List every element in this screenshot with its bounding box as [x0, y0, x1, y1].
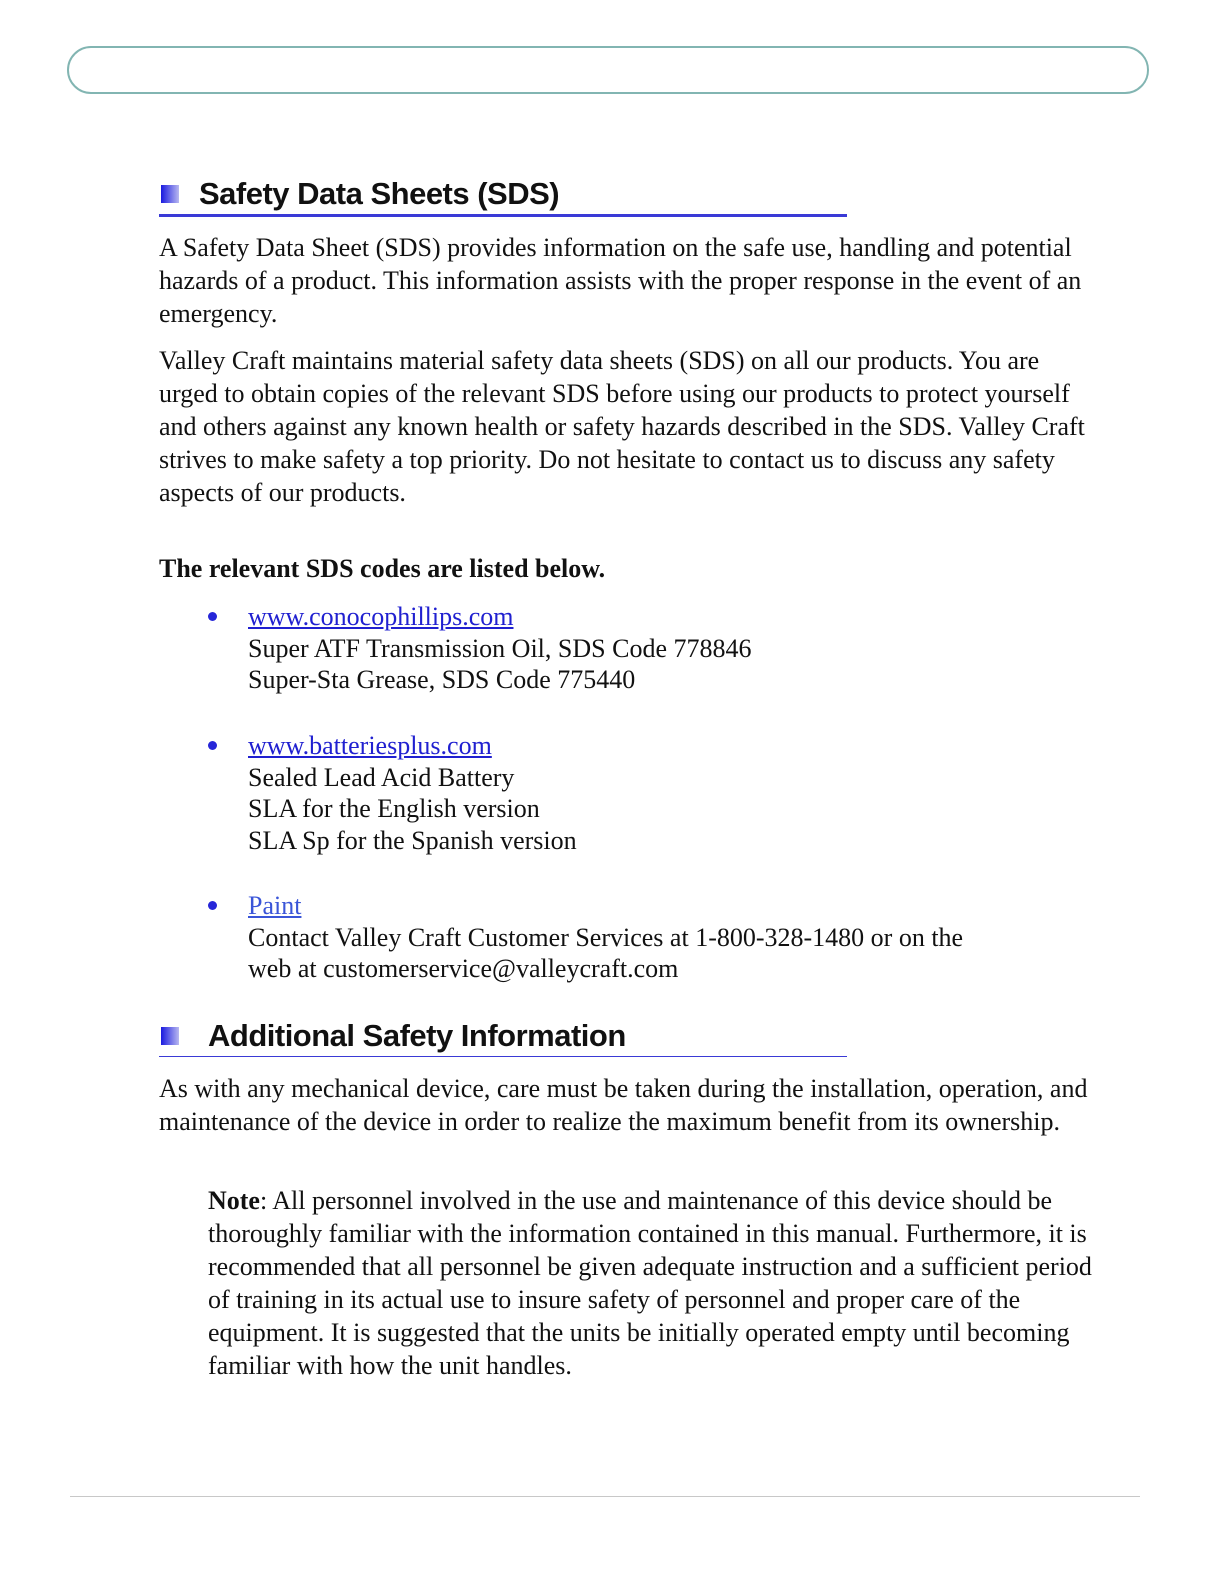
heading-rule: [159, 214, 847, 217]
conocophillips-link[interactable]: www.conocophillips.com: [248, 602, 514, 631]
page-header-frame: [67, 46, 1149, 94]
list-item-line: SLA for the English version: [248, 794, 540, 823]
sds-intro-paragraph: A Safety Data Sheet (SDS) provides information on the safe use, handling and potential hazards of a product. This information assists with the proper response in the event of an emergency.: [159, 233, 1082, 328]
bullet-icon: [208, 612, 217, 621]
additional-safety-paragraph: As with any mechanical device, care must be taken during the installation, operation, and maintenance of the device in order to realize the maximum benefit from its ownership.: [159, 1074, 1088, 1136]
heading-rule: [159, 1056, 847, 1057]
heading-square-icon: [161, 185, 179, 203]
bullet-icon: [208, 901, 217, 910]
list-item-line: web at customerservice@valleycraft.com: [248, 954, 679, 983]
note-text: : All personnel involved in the use and maintenance of this device should be thoroughly familiar with the information contained in this manual. Furthermore, it is recommended that all personnel be given adequate instruction and a sufficient period of training in its actual use to insure safety of personnel and proper care of the equipment. It is suggested that the units be initially operated empty until becoming familiar with how the unit handles.: [208, 1186, 1092, 1380]
list-item-line: SLA Sp for the Spanish version: [248, 825, 577, 855]
bullet-icon: [208, 741, 217, 750]
list-item-line: Super-Sta Grease, SDS Code 775440: [248, 665, 636, 694]
note-paragraph: [208, 1184, 1098, 1382]
note-label: Note: [208, 1186, 260, 1215]
batteriesplus-link[interactable]: www.batteriesplus.com: [248, 731, 492, 760]
section-heading-additional-safety: [159, 1018, 847, 1062]
sds-maintain-paragraph: Valley Craft maintains material safety data sheets (SDS) on all our products. You are urged to obtain copies of the relevant SDS before using our products to protect yourself and others against any known health or safety hazards described in the SDS. Valley Craft strives to make safety a top priority. Do not hesitate to contact us to discuss any safety aspects of our products.: [159, 346, 1085, 507]
list-item-line: Contact Valley Craft Customer Services at 1-800-328-1480 or on the: [248, 922, 964, 952]
footer-rule: [70, 1496, 1140, 1497]
paint-link[interactable]: Paint: [248, 891, 302, 920]
list-item-line: Super ATF Transmission Oil, SDS Code 778846: [248, 633, 752, 663]
section-title: Additional Safety Information: [208, 1018, 626, 1053]
heading-square-icon: [161, 1027, 179, 1045]
section-title: Safety Data Sheets (SDS): [199, 176, 560, 211]
list-item-line: Sealed Lead Acid Battery: [248, 762, 515, 792]
section-heading-sds: [159, 176, 847, 220]
sds-list-intro: The relevant SDS codes are listed below.: [159, 554, 606, 583]
